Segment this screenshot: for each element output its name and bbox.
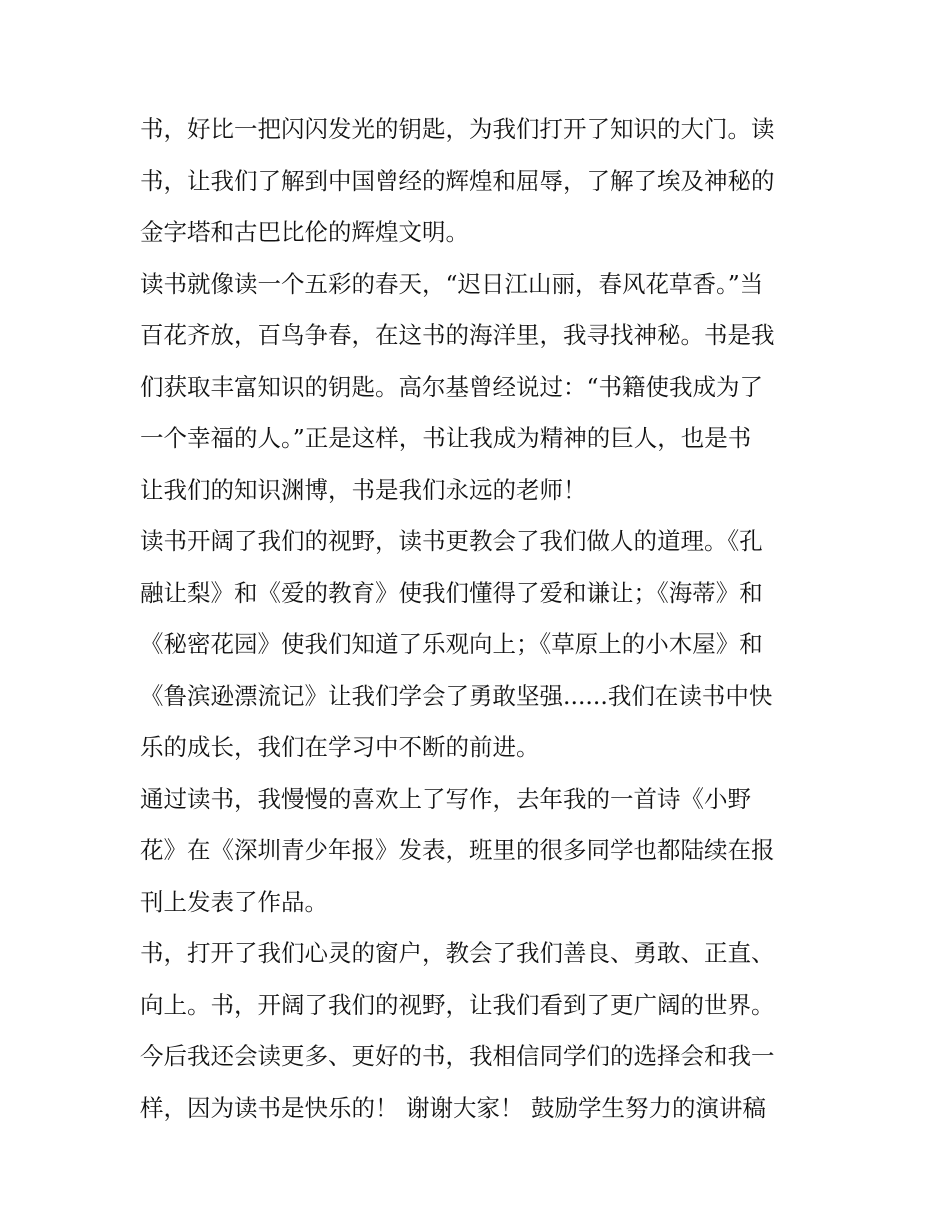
text-line: 今后我还会读更多、更好的书，我相信同学们的选择会和我一 xyxy=(140,1042,775,1070)
text-line: 书，好比一把闪闪发光的钥匙，为我们打开了知识的大门。读 xyxy=(140,115,775,143)
text-line: 花》在《深圳青少年报》发表，班里的很多同学也都陆续在报 xyxy=(140,836,775,864)
text-line: 《鲁滨逊漂流记》让我们学会了勇敢坚强......我们在读书中快 xyxy=(140,681,773,710)
text-line: 刊上发表了作品。 xyxy=(140,887,328,916)
text-line: 百花齐放，百鸟争春，在这书的海洋里，我寻找神秘。书是我 xyxy=(140,321,775,349)
text-line: 金字塔和古巴比伦的辉煌文明。 xyxy=(140,218,469,246)
text-line: 读书就像读一个五彩的春天，“迟日江山丽，春风花草香。”当 xyxy=(140,269,764,298)
text-line: 《秘密花园》使我们知道了乐观向上；《草原上的小木屋》和 xyxy=(140,630,763,658)
text-line: 一个幸福的人。”正是这样，书让我成为精神的巨人，也是书 xyxy=(140,424,752,452)
speech-body xyxy=(140,104,812,1134)
text-line: 书，打开了我们心灵的窗户，教会了我们善良、勇敢、正直、 xyxy=(140,939,775,967)
text-line: 通过读书，我慢慢的喜欢上了写作，去年我的一首诗《小野 xyxy=(140,784,751,813)
text-line: 们获取丰富知识的钥匙。高尔基曾经说过：“书籍使我成为了 xyxy=(140,372,764,401)
text-line: 让我们的知识渊博，书是我们永远的老师！ xyxy=(140,475,587,504)
text-line: 样，因为读书是快乐的！ 谢谢大家！ 鼓励学生努力的演讲稿 xyxy=(140,1093,766,1122)
text-line: 乐的成长，我们在学习中不断的前进。 xyxy=(140,733,540,761)
text-line: 向上。书，开阔了我们的视野，让我们看到了更广阔的世界。 xyxy=(140,990,775,1019)
text-line: 书，让我们了解到中国曾经的辉煌和屈辱，了解了埃及神秘的 xyxy=(140,166,775,195)
text-line: 融让梨》和《爱的教育》使我们懂得了爱和谦让；《海蒂》和 xyxy=(140,578,763,607)
text-line: 读书开阔了我们的视野，读书更教会了我们做人的道理。《孔 xyxy=(140,527,763,555)
